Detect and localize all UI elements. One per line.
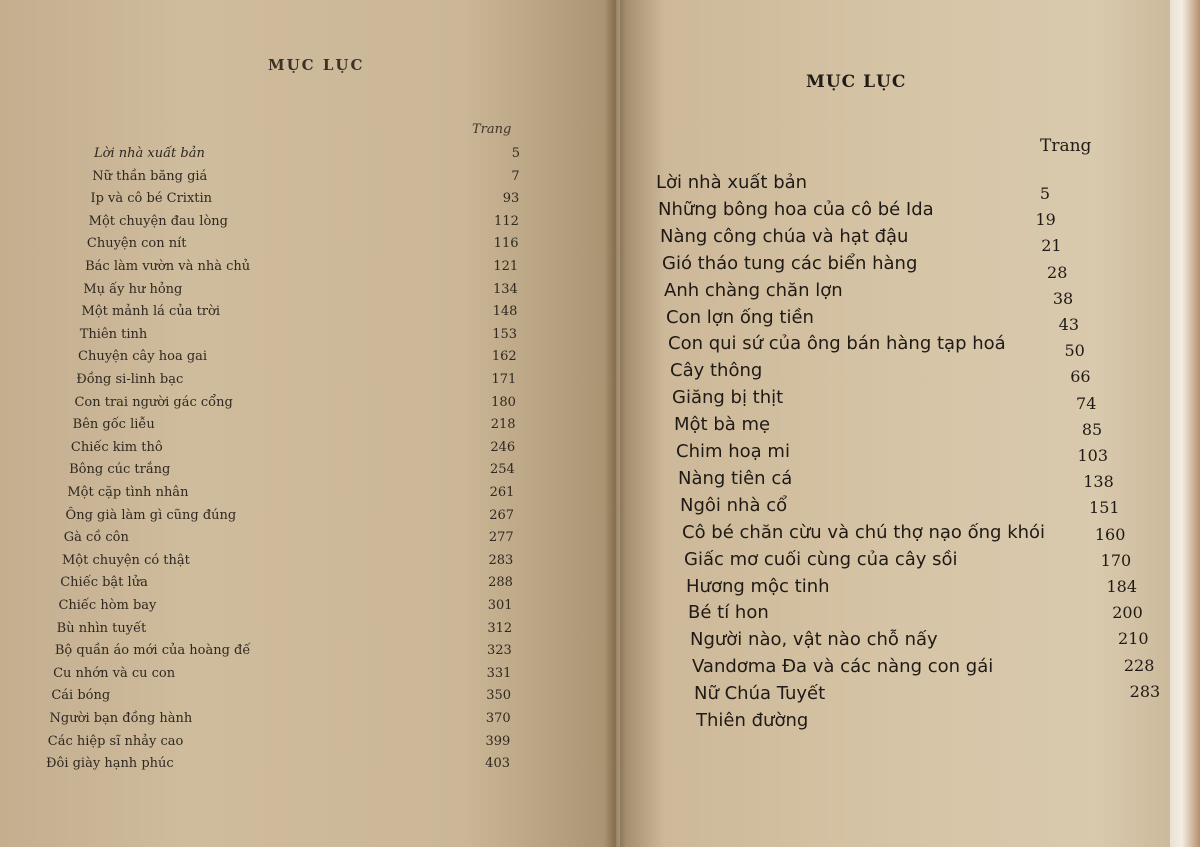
toc-entry-page: 228 (1123, 655, 1155, 675)
toc-entry (73, 417, 516, 435)
toc-entry-title: Những bông hoa của cô bé Ida (658, 198, 934, 220)
toc-entry-title: Một cặp tình nhân (67, 485, 189, 500)
toc-entry-page: 160 (1094, 524, 1126, 544)
toc-entry-title: Cây thông (670, 360, 763, 382)
toc-entry-page: 134 (492, 281, 518, 297)
toc-entry-title: Bên gốc liễu (72, 417, 155, 433)
toc-entry (85, 259, 518, 277)
toc-entry (90, 191, 519, 209)
toc-entry-page: 21 (1041, 236, 1062, 256)
toc-entry-page: 148 (492, 304, 518, 320)
toc-entry-page: 171 (491, 372, 517, 387)
toc-entry-title: Giấc mơ cuối cùng của cây sồi (684, 548, 958, 570)
toc-entry-title: Anh chàng chăn lợn (664, 279, 843, 301)
toc-entry-title: Nàng tiên cá (678, 467, 793, 489)
toc-entry-title: Một bà mẹ (674, 414, 771, 436)
page-edge (1170, 0, 1200, 847)
toc-entry-title: Bộ quần áo mới của hoàng đế (54, 643, 251, 659)
toc-entry-page: 7 (511, 168, 520, 184)
toc-entry-title: Chiếc kim thô (70, 439, 163, 455)
toc-entry-page: 5 (1039, 184, 1050, 203)
toc-entry-page: 399 (485, 733, 511, 749)
toc-entry-page: 38 (1052, 288, 1074, 308)
toc-entry-title: Đôi giày hạnh phúc (46, 756, 174, 772)
toc-entry-title: Chim hoạ mi (676, 441, 790, 462)
toc-entry-page: 28 (1047, 262, 1068, 282)
toc-entry-page: 138 (1083, 472, 1114, 492)
toc-entry-title: Đồng si-linh bạc (76, 372, 184, 387)
toc-entry-page: 246 (490, 439, 516, 455)
toc-entry-title: Lời nhà xuất bản (656, 172, 808, 193)
toc-entry-title: Mụ ấy hư hỏng (83, 281, 183, 297)
toc-entry-title: Cu nhớn và cu con (53, 665, 176, 681)
toc-entry-title: Bé tí hon (688, 602, 769, 624)
toc-entry-page: 162 (491, 349, 517, 365)
toc-entry-title: Chuyện cây hoa gai (78, 349, 208, 365)
toc-entry (60, 575, 513, 593)
toc-entry-page: 277 (488, 530, 514, 546)
toc-entry-page: 151 (1089, 498, 1120, 518)
toc-entry-page: 180 (491, 394, 516, 410)
toc-entry (62, 553, 513, 571)
toc-entry-title: Thiên đường (696, 710, 809, 731)
toc-entry-title: Con qui sứ của ông bán hàng tạp hoá (668, 333, 1006, 355)
left-page-title: MỤC LỤC (268, 56, 365, 74)
toc-entry-page: 112 (494, 213, 519, 229)
toc-entry-title: Ngôi nhà cổ (680, 494, 788, 516)
toc-entry-page: 283 (488, 552, 514, 568)
toc-entry (57, 621, 513, 639)
toc-entry-title: Cô bé chăn cừu và chú thợ nạo ống khói (682, 521, 1046, 543)
toc-entry-title: Hương mộc tinh (686, 575, 830, 597)
toc-entry-title: Lời nhà xuất bản (94, 146, 205, 161)
toc-entry-title: Chiếc bật lửa (60, 575, 148, 591)
toc-entry (67, 485, 514, 503)
toc-entry-page: 121 (493, 259, 519, 274)
right-page-column-label: Trang (1040, 136, 1092, 156)
toc-entry-title: Một mảnh lá của trời (81, 304, 220, 320)
toc-entry-title: Con lợn ống tiền (666, 306, 814, 328)
toc-entry-page: 50 (1064, 341, 1085, 361)
toc-entry-page: 312 (487, 620, 513, 636)
toc-entry-page: 74 (1076, 393, 1097, 413)
toc-entry-page: 331 (486, 665, 512, 681)
toc-entry-title: Cái bóng (51, 688, 111, 704)
toc-entry-title: Bác làm vườn và nhà chủ (85, 259, 251, 274)
toc-entry-page: 93 (502, 191, 520, 207)
toc-entry-title: Các hiệp sĩ nhảy cao (47, 733, 184, 749)
toc-entry (89, 214, 519, 232)
toc-entry-page: 5 (511, 146, 520, 161)
toc-entry-title: Giăng bị thịt (672, 387, 784, 409)
toc-entry-page: 288 (488, 575, 513, 591)
left-page-column-label: Trang (472, 122, 512, 137)
toc-entry (78, 349, 517, 367)
toc-entry (94, 146, 520, 164)
toc-entry-page: 210 (1118, 629, 1149, 649)
toc-entry-title: Vandơma Đa và các nàng con gái (692, 656, 994, 678)
toc-entry (55, 643, 512, 661)
toc-entry-page: 43 (1058, 315, 1079, 334)
toc-entry (87, 236, 519, 254)
toc-entry-page: 323 (487, 643, 512, 659)
right-page (620, 0, 1180, 847)
toc-entry-page: 103 (1077, 446, 1108, 465)
toc-entry-page: 350 (486, 688, 512, 704)
toc-entry-title: Bù nhìn tuyết (56, 620, 147, 636)
toc-entry (69, 462, 515, 480)
toc-entry (82, 304, 518, 322)
toc-entry-page: 66 (1070, 367, 1091, 387)
toc-entry (66, 508, 515, 526)
toc-entry-title: Người nào, vật nào chỗ nấy (690, 629, 938, 651)
toc-entry-title: Con trai người gác cổng (74, 394, 233, 410)
toc-entry-title: Bông cúc trắng (69, 462, 171, 478)
toc-entry-title: Người bạn đồng hành (49, 711, 193, 726)
book-gutter (604, 0, 626, 847)
toc-entry-title: Gió tháo tung các biển hàng (662, 252, 918, 274)
toc-entry-page: 261 (489, 485, 515, 500)
toc-entry-title: Nữ thần băng giá (92, 168, 208, 184)
toc-entry (74, 395, 515, 413)
toc-entry-title: Ip và cô bé Crixtin (90, 191, 213, 207)
toc-entry-page: 19 (1035, 210, 1056, 230)
toc-entry-page: 170 (1100, 550, 1132, 570)
toc-entry-title: Chuyện con nít (86, 236, 187, 252)
toc-entry (58, 598, 512, 616)
toc-entry-page: 218 (490, 417, 516, 433)
toc-entry-page: 370 (485, 711, 511, 726)
toc-entry-page: 200 (1112, 603, 1143, 623)
toc-entry (64, 530, 514, 548)
toc-entry (51, 688, 511, 706)
toc-entry-page: 116 (493, 236, 519, 252)
toc-entry-page: 153 (492, 326, 518, 342)
toc-entry-title: Nàng công chúa và hạt đậu (660, 225, 909, 247)
right-page-title: MỤC LỤC (806, 72, 907, 92)
toc-entry-page: 301 (487, 598, 513, 613)
toc-entry-page: 254 (489, 462, 515, 478)
toc-entry (53, 666, 511, 684)
toc-entry (48, 734, 511, 752)
toc-entry-page: 283 (1129, 681, 1161, 701)
toc-entry-title: Ông già làm gì cũng đúng (65, 507, 237, 523)
toc-entry (50, 711, 511, 729)
toc-entry (76, 372, 516, 390)
toc-entry (71, 440, 515, 458)
toc-entry-title: Một chuyện đau lòng (88, 213, 228, 229)
toc-entry (80, 327, 517, 345)
toc-entry-page: 85 (1081, 419, 1103, 439)
toc-entry-page: 267 (489, 507, 515, 523)
toc-entry-title: Chiếc hòm bay (58, 598, 157, 613)
toc-entry-title: Nữ Chúa Tuyết (694, 683, 826, 705)
toc-entry (92, 169, 519, 187)
toc-entry-page: 184 (1106, 577, 1137, 596)
toc-entry-title: Gà cồ côn (63, 530, 129, 546)
toc-entry-page: 403 (485, 756, 510, 772)
toc-entry (46, 756, 510, 774)
toc-entry-title: Thiên tinh (79, 326, 148, 342)
toc-entry-title: Một chuyện có thật (62, 552, 190, 568)
toc-entry (83, 282, 517, 300)
